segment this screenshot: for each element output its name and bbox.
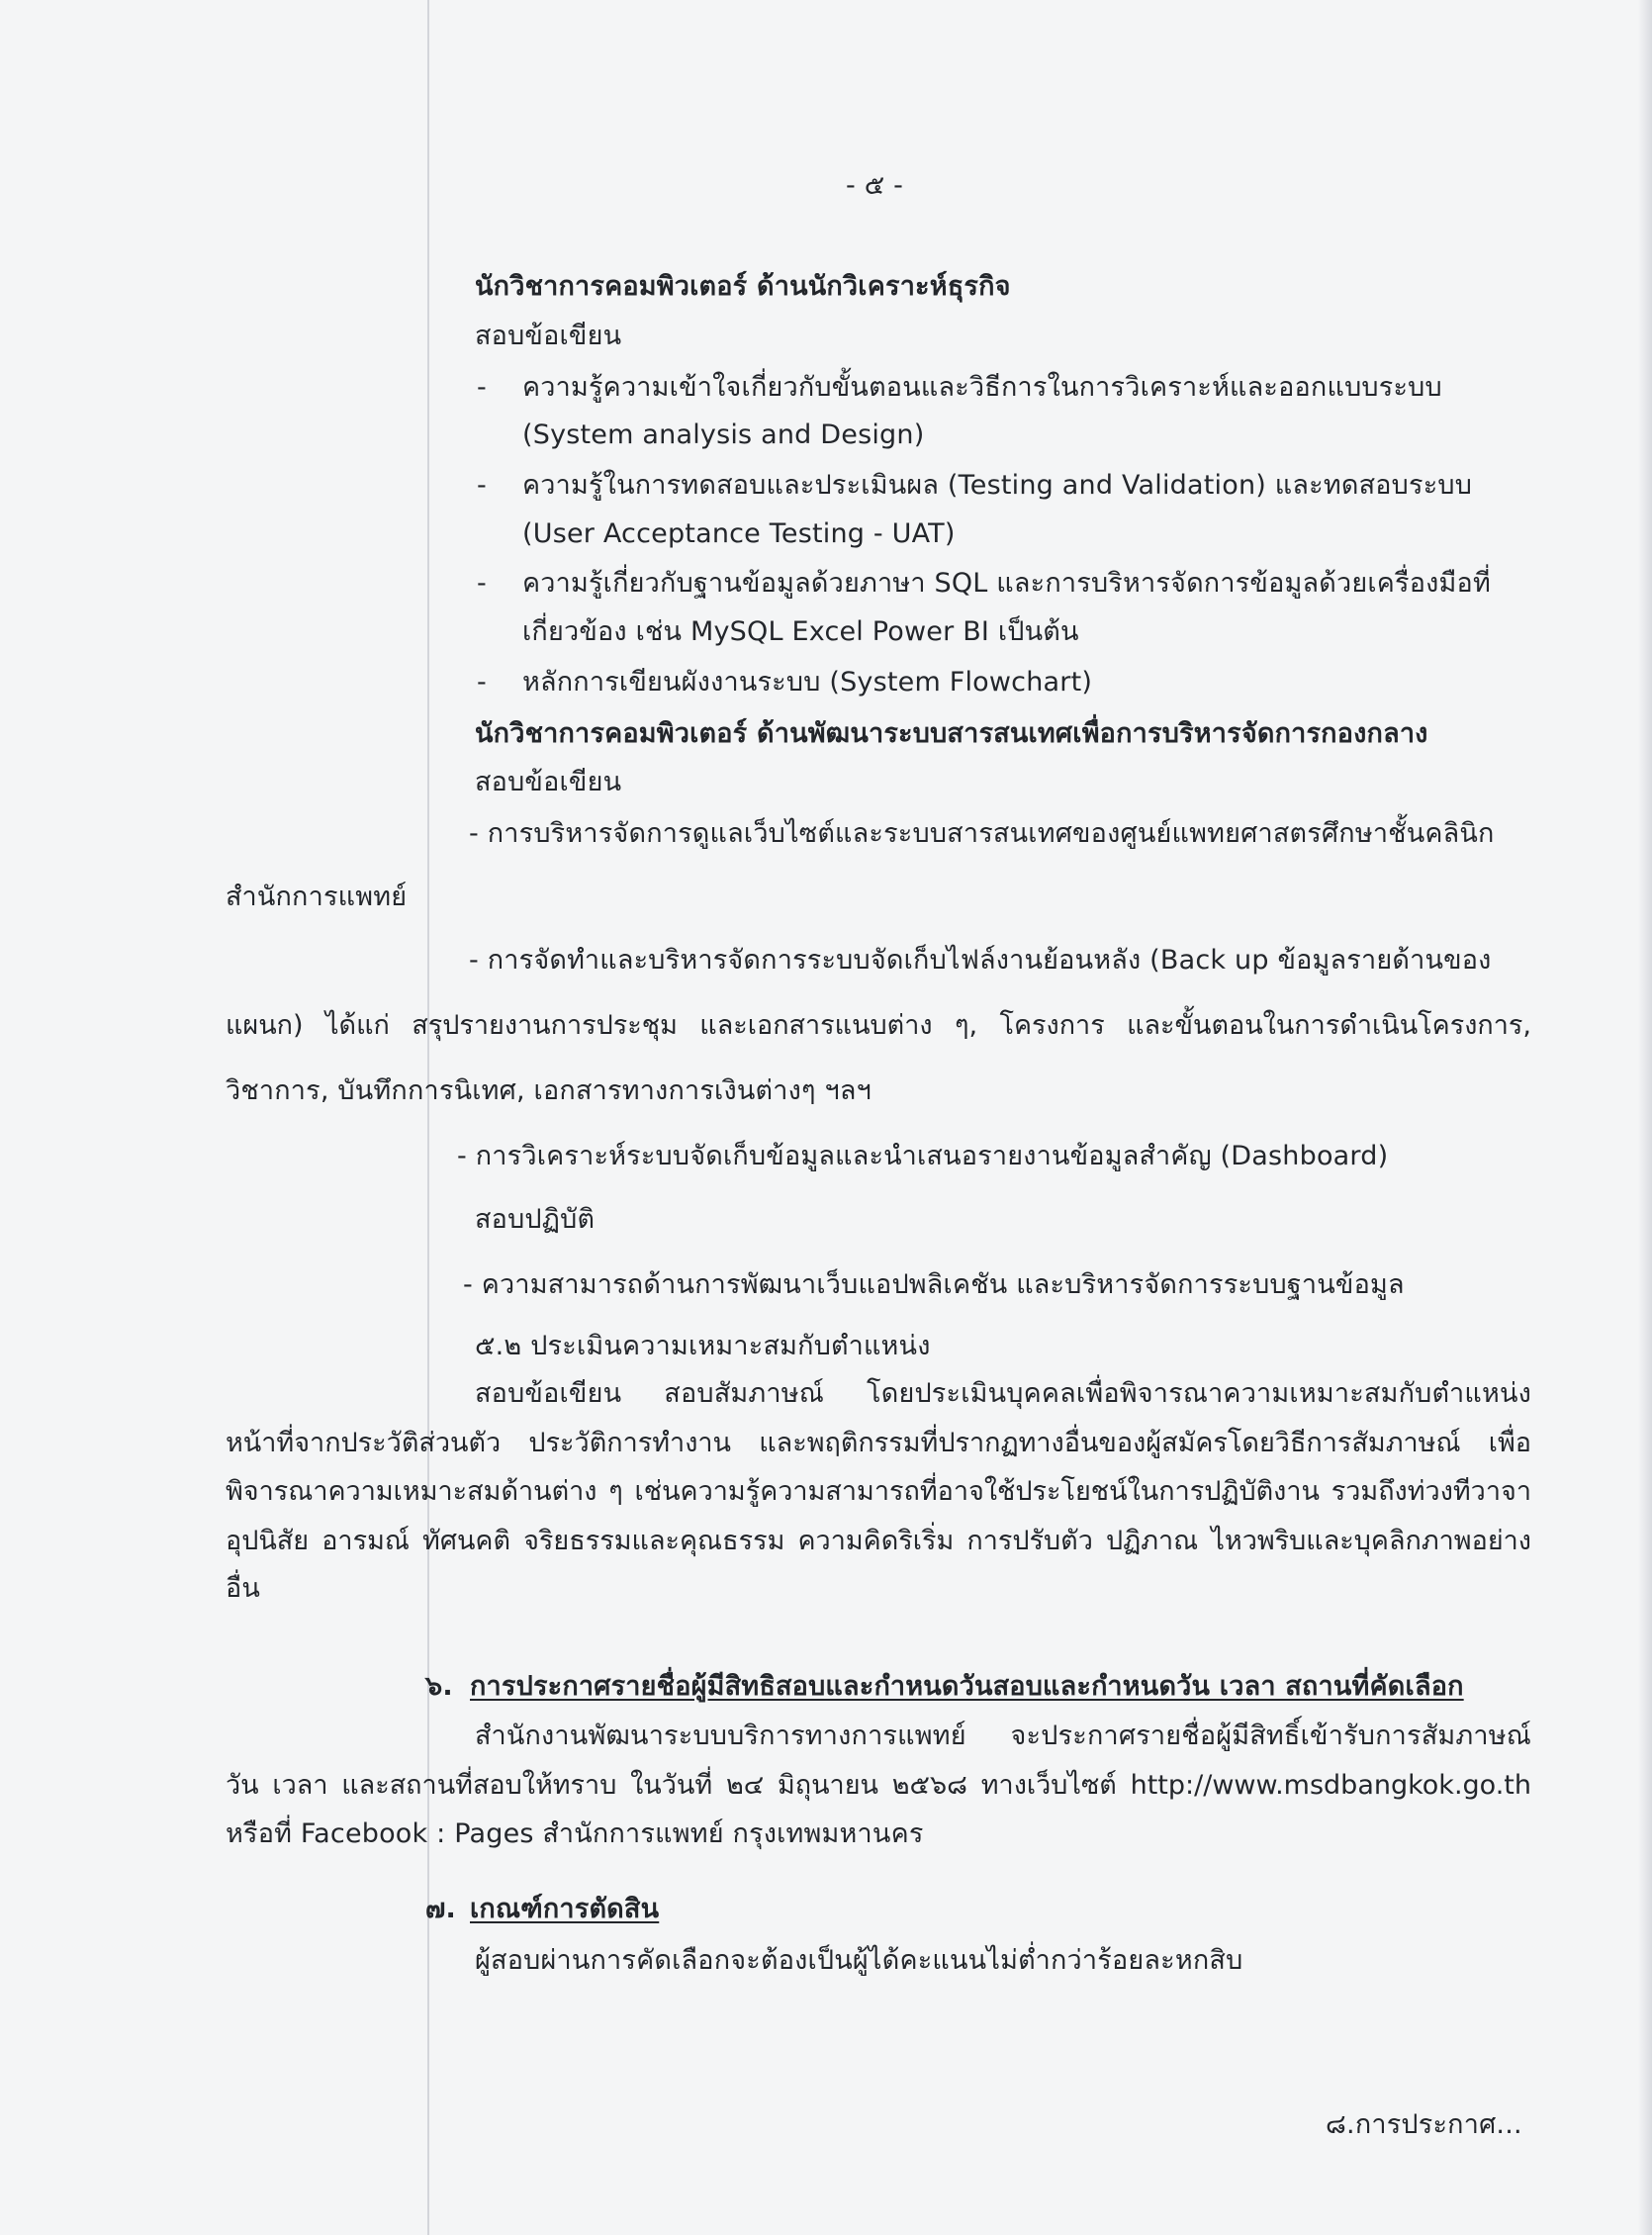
practical-exam-item: - ความสามารถด้านการพัฒนาเว็บแอปพลิเคชัน และบริหารจัดการระบบฐานข้อมูล [463,1269,1405,1300]
practical-exam-heading: สอบปฏิบัติ [475,1204,596,1235]
bullet-dash: - [477,568,487,599]
business-item-1-line1: ความรู้ความเข้าใจเกี่ยวกับขั้นตอนและวิธีการในการวิเคราะห์และออกแบบระบบ [522,372,1442,403]
business-item-2-line2: (User Acceptance Testing - UAT) [522,518,956,549]
section-5-2-line2: หน้าที่จากประวัติส่วนตัว ประวัติการทำงาน และพฤติกรรมที่ปรากฏทางอื่นของผู้สมัครโดยวิธีการสัมภาษณ์ เพื่อ [226,1428,1531,1458]
written-exam-heading: สอบข้อเขียน [475,321,622,351]
section-5-2-line1: สอบข้อเขียน สอบสัมภาษณ์ โดยประเมินบุคคลเพื่อพิจารณาความเหมาะสมกับตำแหน่ง [475,1378,1531,1409]
infosys-item-3: - การวิเคราะห์ระบบจัดเก็บข้อมูลและนำเสนอรายงานข้อมูลสำคัญ (Dashboard) [457,1141,1389,1171]
section-7-number: ๗. [425,1894,456,1924]
section-6-line2: วัน เวลา และสถานที่สอบให้ทราบ ในวันที่ ๒๔ มิถุนายน ๒๕๖๘ ทางเว็บไซต์ http://www.msdbangkok.go.th [226,1770,1531,1801]
business-item-4: หลักการเขียนผังงานระบบ (System Flowchart) [522,667,1093,698]
section-7-title: เกณฑ์การตัดสิน [470,1894,660,1924]
infosys-item-2-line3: วิชาการ, บันทึกการนิเทศ, เอกสารทางการเงินต่างๆ ฯลฯ [226,1075,872,1106]
infosys-item-1-line2: สำนักการแพทย์ [226,882,408,912]
section-5-2-line4: อุปนิสัย อารมณ์ ทัศนคติ จริยธรรมและคุณธรรม ความคิดริเริ่ม การปรับตัว ปฏิภาณ ไหวพริบและบุคลิกภาพอย่าง [226,1526,1531,1556]
infosys-item-2-line1: - การจัดทำและบริหารจัดการระบบจัดเก็บไฟล์งานย้อนหลัง (Back up ข้อมูลรายด้านของ [469,945,1492,976]
infosys-title: นักวิชาการคอมพิวเตอร์ ด้านพัฒนาระบบสารสนเทศเพื่อการบริหารจัดการกองกลาง [475,718,1428,749]
section-6-line3: หรือที่ Facebook : Pages สำนักการแพทย์ กรุงเทพมหานคร [226,1818,924,1849]
section-6-title: การประกาศรายชื่อผู้มีสิทธิสอบและกำหนดวันสอบและกำหนดวัน เวลา สถานที่คัดเลือก [470,1671,1464,1702]
section-6-number: ๖. [425,1671,453,1702]
scan-edge-shadow [1638,0,1652,2235]
section-5-2-line5: อื่น [226,1573,261,1604]
business-analyst-title: นักวิชาการคอมพิวเตอร์ ด้านนักวิเคราะห์ธุรกิจ [475,271,1011,302]
section-5-2-heading: ๕.๒ ประเมินความเหมาะสมกับตำแหน่ง [475,1331,931,1361]
business-item-3-line1: ความรู้เกี่ยวกับฐานข้อมูลด้วยภาษา SQL และการบริหารจัดการข้อมูลด้วยเครื่องมือที่ [522,568,1491,599]
bullet-dash: - [477,667,487,698]
infosys-item-1-line1: - การบริหารจัดการดูแลเว็บไซต์และระบบสารสนเทศของศูนย์แพทยศาสตรศึกษาชั้นคลินิก [469,818,1495,849]
infosys-written-exam-heading: สอบข้อเขียน [475,767,622,797]
infosys-item-2-line2: แผนก) ได้แก่ สรุปรายงานการประชุม และเอกสารแนบต่าง ๆ, โครงการ และขั้นตอนในการดำเนินโครงการ, [226,1010,1531,1041]
page-number: - ๕ - [846,170,904,201]
business-item-2-line1: ความรู้ในการทดสอบและประเมินผล (Testing and Validation) และทดสอบระบบ [522,470,1473,501]
business-item-1-line2: (System analysis and Design) [522,419,925,450]
bullet-dash: - [477,372,487,403]
business-item-3-line2: เกี่ยวข้อง เช่น MySQL Excel Power BI เป็นต้น [522,616,1079,647]
section-7-body: ผู้สอบผ่านการคัดเลือกจะต้องเป็นผู้ได้คะแนนไม่ต่ำกว่าร้อยละหกสิบ [475,1945,1243,1976]
section-6-line1: สำนักงานพัฒนาระบบบริการทางการแพทย์ จะประกาศรายชื่อผู้มีสิทธิ์เข้ารับการสัมภาษณ์ [475,1721,1531,1751]
section-5-2-line3: พิจารณาความเหมาะสมด้านต่าง ๆ เช่นความรู้ความสามารถที่อาจใช้ประโยชน์ในการปฏิบัติงาน รวมถึงท่วงทีวาจา [226,1476,1531,1507]
continuation-note: ๘.การประกาศ... [1326,2109,1522,2140]
bullet-dash: - [477,470,487,501]
